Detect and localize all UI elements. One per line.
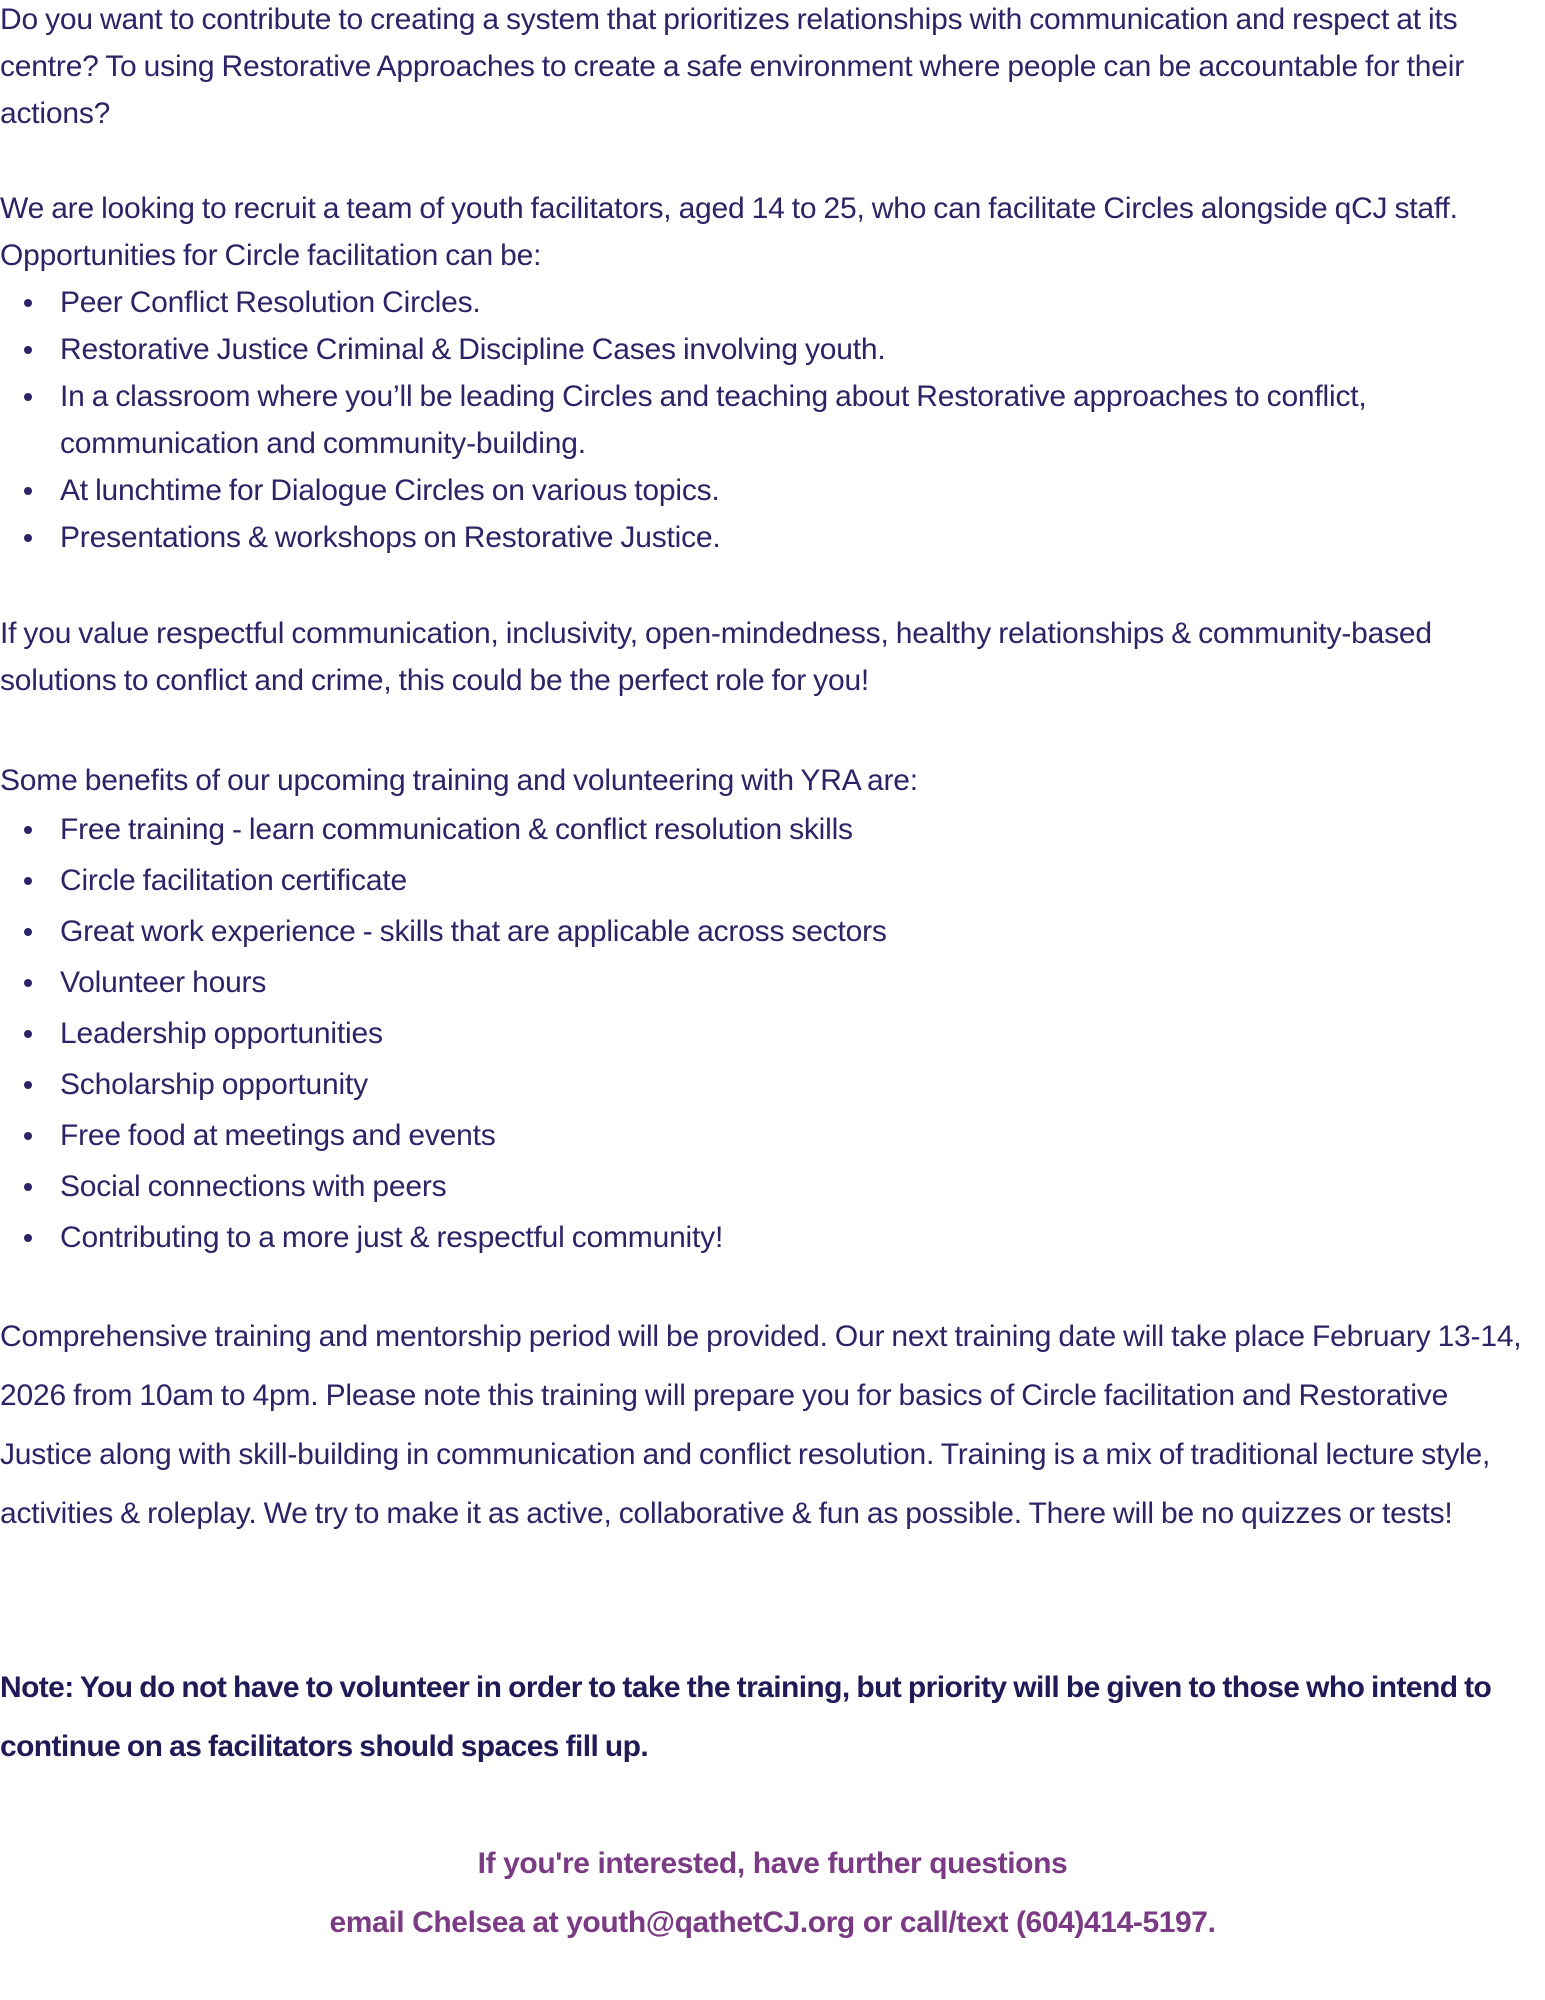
opportunities-lead: Opportunities for Circle facilitation can be:: [0, 239, 542, 272]
list-item: Leadership opportunities: [0, 1008, 1545, 1059]
contact-line-interest: If you're interested, have further questions: [477, 1847, 1068, 1880]
contact-line-email: email Chelsea at youth@qathetCJ.org or call/text (604)414-5197.: [329, 1906, 1216, 1939]
recruit-line: We are looking to recruit a team of youth facilitators, aged 14 to 25, who can facilitate Circles alongside qCJ staff.: [0, 192, 1458, 225]
list-item: Great work experience - skills that are applicable across sectors: [0, 906, 1545, 957]
list-item: In a classroom where you’ll be leading Circles and teaching about Restorative approaches to conflict, communication and community-building.: [0, 373, 1545, 467]
list-item: Free training - learn communication & conflict resolution skills: [0, 804, 1545, 855]
opportunities-list: [0, 279, 1545, 561]
list-item: Scholarship opportunity: [0, 1059, 1545, 1110]
intro-paragraph: Do you want to contribute to creating a system that prioritizes relationships with communication and respect at its centre? To using Restorative Approaches to create a safe environment where people can be accountable for their actions?: [0, 3, 1465, 130]
benefits-intro: Some benefits of our upcoming training and volunteering with YRA are:: [0, 764, 918, 797]
list-item: Free food at meetings and events: [0, 1110, 1545, 1161]
benefits-list: [0, 804, 1545, 1263]
list-item: Peer Conflict Resolution Circles.: [0, 279, 1545, 326]
values-paragraph: If you value respectful communication, inclusivity, open-mindedness, healthy relationships & community-based solutions to conflict and crime, this could be the perfect role for you!: [0, 617, 1432, 697]
list-item: Circle facilitation certificate: [0, 855, 1545, 906]
list-item: Presentations & workshops on Restorative Justice.: [0, 514, 1545, 561]
note-paragraph: Note: You do not have to volunteer in order to take the training, but priority will be given to those who intend to continue on as facilitators should spaces fill up.: [0, 1671, 1492, 1763]
training-paragraph: Comprehensive training and mentorship period will be provided. Our next training date will take place February 13-14, 2026 from 10am to 4pm. Please note this training will prepare you for basics of Circle facilitation and Restorative Justice along with skill-building in communication and conflict resolution. Training is a mix of traditional lecture style, activities & roleplay. We try to make it as active, collaborative & fun as possible. There will be no quizzes or tests!: [0, 1320, 1522, 1530]
contact-block: [0, 1834, 1545, 1952]
list-item: Restorative Justice Criminal & Discipline Cases involving youth.: [0, 326, 1545, 373]
list-item: Social connections with peers: [0, 1161, 1545, 1212]
list-item: At lunchtime for Dialogue Circles on various topics.: [0, 467, 1545, 514]
recruit-paragraph: [0, 185, 1545, 279]
list-item: Volunteer hours: [0, 957, 1545, 1008]
list-item: Contributing to a more just & respectful community!: [0, 1212, 1545, 1263]
